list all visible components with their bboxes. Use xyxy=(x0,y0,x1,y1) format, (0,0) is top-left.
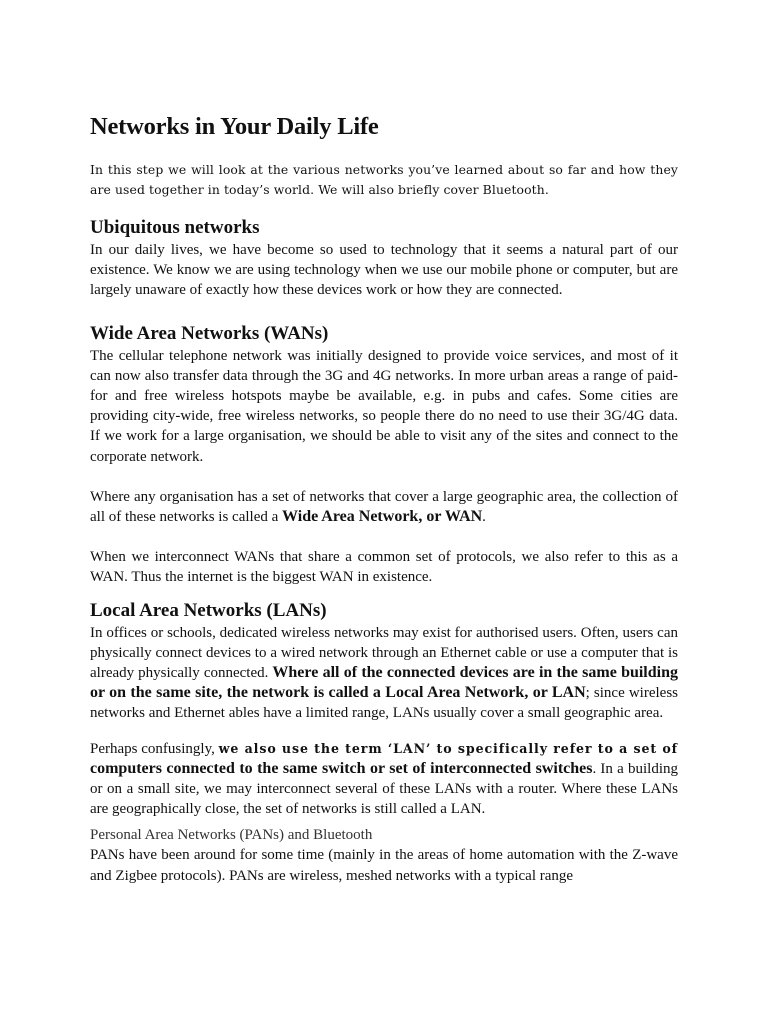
lan-switch-text: Perhaps confusingly, xyxy=(90,740,219,757)
lan-definition-bold: Where all of the connected devices are in the same building or on the same site, the network is called a Local Area Network, or LAN xyxy=(90,664,678,702)
wan-definition-bold: Wide Area Network, or WAN xyxy=(282,508,483,526)
heading-local-area-networks: Local Area Networks (LANs) xyxy=(90,599,327,621)
heading-ubiquitous-networks: Ubiquitous networks xyxy=(90,217,260,238)
lan-switch-bold-a: we also use the term ‘LAN’ to specifically refer to a set of xyxy=(218,740,678,756)
heading-personal-area-networks: Personal Area Networks (PANs) and Bluetooth xyxy=(90,827,373,844)
lan-switch-end: . In a building or on a small site, we may interconnect several of these LANs with a router. Where these LANs are geographically close, the set of networks is still called a LAN. xyxy=(90,760,678,818)
paragraph-wan-internet: When we interconnect WANs that share a common set of protocols, we also refer to this as a WAN. Thus the internet is the biggest WAN in existence. xyxy=(90,549,678,586)
intro-paragraph: In this step we will look at the various networks you’ve learned about so far and how they are used together in today’s world. We will also briefly cover Bluetooth. xyxy=(90,162,678,197)
heading-wide-area-networks: Wide Area Networks (WANs) xyxy=(90,322,329,344)
lan-definition-end: ; since wireless networks and Ethernet ables have a limited range, LANs usually cover a small geographic area. xyxy=(90,685,678,722)
wan-definition-text: Where any organisation has a set of networks that cover a large geographic area, the collection of all of these networks is called a xyxy=(90,488,678,526)
lan-definition-text: In offices or schools, dedicated wireless networks may exist for authorised users. Often, users can physically connect devices to a wired network through an Ethernet cable or use a computer that is already physically connected. xyxy=(90,624,678,682)
lan-switch-bold-b: computers connected to the same switch or set of interconnected switches xyxy=(90,759,593,777)
wan-definition-end: . xyxy=(482,509,486,526)
paragraph-lan-definition xyxy=(90,623,678,724)
paragraph-ubiquitous: In our daily lives, we have become so used to technology that it seems a natural part of our existence. We know we are using technology when we use our mobile phone or computer, but are largely unaware of exactly how these devices work or how they are connected. xyxy=(90,242,678,299)
paragraph-pan: PANs have been around for some time (mainly in the areas of home automation with the Z-wave and Zigbee protocols). PANs are wireless, meshed networks with a typical range xyxy=(90,847,678,884)
page-title: Networks in Your Daily Life xyxy=(90,113,379,140)
paragraph-lan-switch xyxy=(90,739,678,820)
paragraph-wan-cellular: The cellular telephone network was initially designed to provide voice services, and most of it can now also transfer data through the 3G and 4G networks. In more urban areas a range of paid-for and free wireless hotspots maybe be available, e.g. in pubs and cafes. Some cities are providing city-wide, free wireless networks, so people there do no need to use their 3G/4G data. If we work for a large organisation, we should be able to visit any of the sites and connect to the corporate network. xyxy=(90,347,678,465)
paragraph-wan-definition xyxy=(90,487,678,527)
document-page xyxy=(90,112,678,886)
